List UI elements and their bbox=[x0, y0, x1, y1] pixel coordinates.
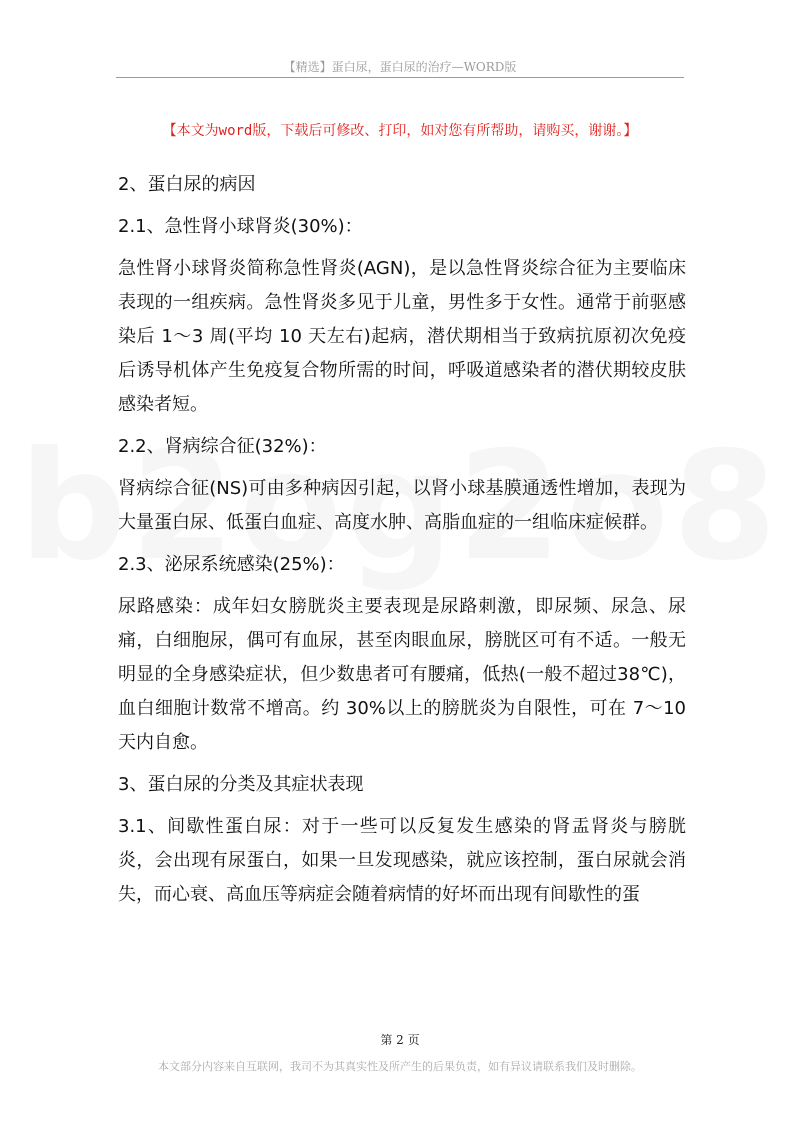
footer-disclaimer: 本文部分内容来自互联网，我司不为其真实性及所产生的后果负责，如有异议请联系我们及时删除。 bbox=[158, 1060, 642, 1073]
page-number: 第 2 页 bbox=[380, 1033, 420, 1047]
paragraph-intermittent: 3.1、间歇性蛋白尿：对于一些可以反复发生感染的肾盂肾炎与膀胱炎，会出现有尿蛋白，如果一旦发现感染，就应该控制，蛋白尿就会消失，而心衰、高血压等病症会随着病情的好坏而出现有间歇性的蛋 bbox=[118, 816, 686, 905]
section-heading-classification: 3、蛋白尿的分类及其症状表现 bbox=[118, 774, 364, 795]
section-heading-causes: 2、蛋白尿的病因 bbox=[118, 174, 256, 195]
page-header-title: 【精选】蛋白尿，蛋白尿的治疗—WORD版 bbox=[283, 60, 517, 74]
subheading-agn: 2.1、急性肾小球肾炎(30%)： bbox=[118, 216, 363, 237]
paragraph-uti: 尿路感染：成年妇女膀胱炎主要表现是尿路刺激，即尿频、尿急、尿痛，白细胞尿，偶可有血尿，甚至肉眼血尿，膀胱区可有不适。一般无明显的全身感染症状，但少数患者可有腰痛，低热(一般不超过38℃)，血白细胞计数常不增高。约 30%以上的膀胱炎为自限性，可在 7～10 天内自愈。 bbox=[118, 596, 686, 753]
header-divider bbox=[116, 77, 684, 78]
subheading-ns: 2.2、肾病综合征(32%)： bbox=[118, 436, 327, 457]
subheading-uti: 2.3、泌尿系统感染(25%)： bbox=[118, 554, 345, 575]
document-body bbox=[118, 168, 686, 920]
paragraph-agn: 急性肾小球肾炎简称急性肾炎(AGN)，是以急性肾炎综合征为主要临床表现的一组疾病。急性肾炎多见于儿童，男性多于女性。通常于前驱感染后 1～3 周(平均 10 天左右)起病，潜伏期相当于致病抗原初次免疫后诱导机体产生免疫复合物所需的时间，呼吸道感染者的潜伏期较皮肤感染者短。 bbox=[118, 258, 686, 415]
paragraph-ns: 肾病综合征(NS)可由多种病因引起，以肾小球基膜通透性增加，表现为大量蛋白尿、低蛋白血症、高度水肿、高脂血症的一组临床症候群。 bbox=[118, 478, 686, 533]
download-notice: 【本文为word版，下载后可修改、打印，如对您有所帮助，请购买，谢谢。】 bbox=[162, 123, 638, 139]
